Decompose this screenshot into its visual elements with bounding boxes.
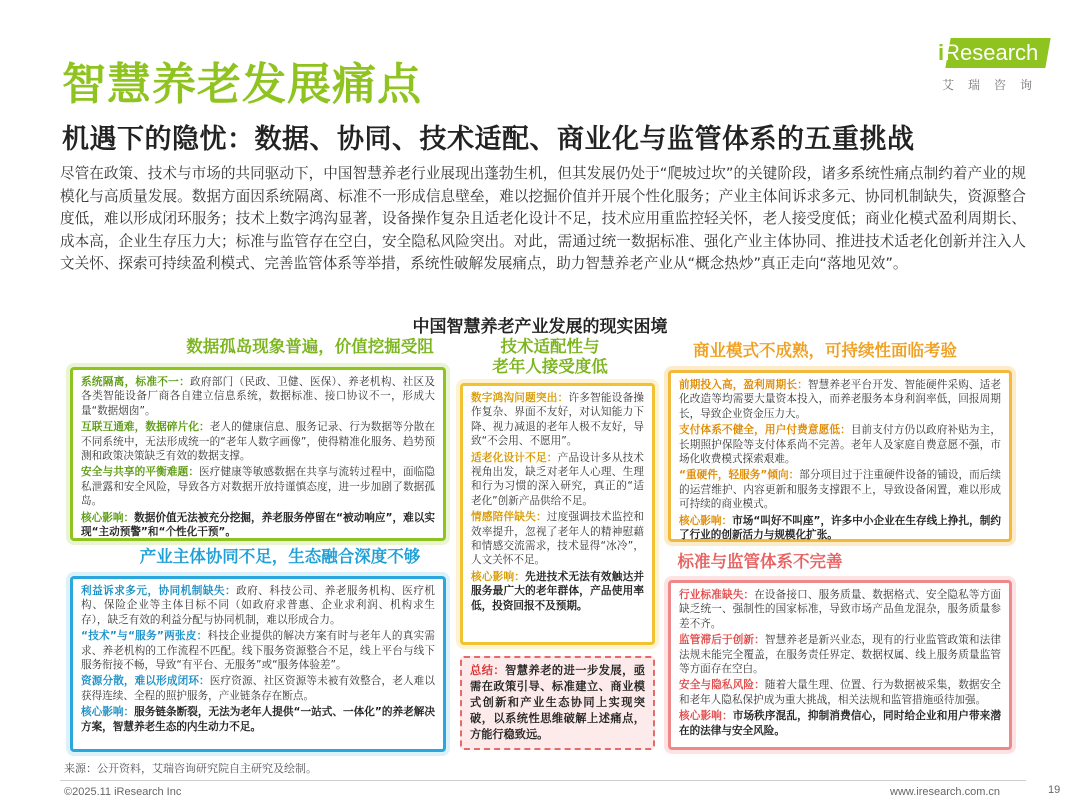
intro-paragraph: 尽管在政策、技术与市场的共同驱动下，中国智慧养老行业展现出蓬勃生机，但其发展仍处于“爬坡过坎”的关键阶段，诸多系统性痛点制约着产业的规模化与高质量发展。数据方面因系统隔离、标准不一形成信息壁垒，难以挖掘价值并开展个性化服务；产业主体间诉求多元、协同机制缺失，资源整合度低，难以形成闭环服务；技术上数字鸿沟显著，设备操作复杂且适老化设计不足，技术应用重监控轻关怀，老人接受度低；商业化模式盈利周期长、成本高，企业生存压力大；标准与监管存在空白，安全隐私风险突出。对此，需通过统一数据标准、强化产业主体协同、推进技术适老化创新并注入人文关怀、探索可持续盈利模式、完善监管体系等举措，系统性破解发展痛点，助力智慧养老产业从“概念热炒”真正走向“落地见效”。 xyxy=(60,165,1026,273)
regulation-item: 行业标准缺失：在设备接口、服务质量、数据格式、安全隐私等方面缺乏统一、强制性的国家标准，导致市场产品鱼龙混杂，服务质量参差不齐。 xyxy=(679,589,1002,630)
business-item: 支付体系不健全，用户付费意愿低：目前支付方仍以政府补贴为主，长期照护保险等支付体系尚不完善。老年人及家庭自费意愿不强，市场化收费模式探索艰难。 xyxy=(679,424,1002,466)
page-subtitle: 机遇下的隐忧：数据、协同、技术适配、商业化与监管体系的五重挑战 xyxy=(62,124,915,155)
tech-item: 适老化设计不足：产品设计多从技术视角出发，缺乏对老年人心理、生理和行为习惯的深入研究，真正的“适老化”创新产品供给不足。 xyxy=(471,451,645,507)
data-silo-item: 系统隔离，标准不一：政府部门（民政、卫健、医保）、养老机构、社区及各类智能设备厂商各自建立信息系统，数据标准、接口协议不一，形成大量“数据烟囱”。 xyxy=(81,376,436,417)
tech-title: 技术适配性与 老年人接受度低 xyxy=(492,337,608,376)
data-silo-item: 安全与共享的平衡难题：医疗健康等敏感数据在共享与流转过程中，面临隐私泄露和安全风险，导致各方对数据开放持谨慎态度，进一步加剧了数据孤岛。 xyxy=(81,466,435,508)
summary-card xyxy=(460,656,655,750)
page-title: 智慧养老发展痛点 xyxy=(62,59,422,110)
regulation-card xyxy=(668,580,1012,750)
collab-title: 产业主体协同不足，生态融合深度不够 xyxy=(139,547,421,566)
business-card xyxy=(668,370,1012,542)
business-core-impact: 核心影响：市场“叫好不叫座”，许多中小企业在生存线上挣扎，制约了行业的创新活力与规模化扩张。 xyxy=(679,514,1001,542)
regulation-item: 监管滞后于创新：智慧养老是新兴业态，现有的行业监管政策和法律法规未能完全覆盖，在服务责任界定、数据权属、线上服务质量监管等方面存在空白。 xyxy=(679,634,1001,676)
tech-card xyxy=(460,383,655,645)
logo-wordmark: iResearch xyxy=(938,40,1039,65)
tech-item: 数字鸿沟问题突出：许多智能设备操作复杂、界面不友好，对认知能力下降、视力减退的老年人极不友好，导致“不会用、不愿用”。 xyxy=(471,392,645,448)
copyright: ©2025.11 iResearch Inc xyxy=(64,786,182,798)
data-silo-card xyxy=(70,367,446,541)
business-item: “重硬件，轻服务”倾向：部分项目过于注重硬件设备的铺设，而后续的运营维护、内容更新和服务支撑跟不上，导致设备闲置，难以形成可持续的商业模式。 xyxy=(679,469,1001,511)
diagram-title: 中国智慧养老产业发展的现实困境 xyxy=(412,317,668,337)
source-note: 来源：公开资料，艾瑞咨询研究院自主研究及绘制。 xyxy=(64,762,317,775)
business-title: 商业模式不成熟，可持续性面临考验 xyxy=(693,341,957,360)
collab-card xyxy=(70,576,446,752)
collab-item: 利益诉求多元，协同机制缺失：政府、科技公司、养老服务机构、医疗机构、保险企业等主体目标不同（如政府求普惠、企业求利润、机构求生存），缺乏有效的利益分配与协同机制，难以形成合力。 xyxy=(81,585,436,626)
tech-item: 情感陪伴缺失：过度强调技术监控和效率提升，忽视了老年人的精神慰藉和情感交流需求，技术显得“冰冷”，人文关怀不足。 xyxy=(471,511,645,567)
logo-chinese-name: 艾瑞咨询 xyxy=(941,78,1046,92)
page-number: 19 xyxy=(1048,784,1061,796)
tech-core-impact: 核心影响：先进技术无法有效触达并服务最广大的老年群体，产品使用率低，投资回报不及预期。 xyxy=(471,570,645,612)
footer-divider xyxy=(60,780,1026,781)
collab-item: 资源分散，难以形成闭环：医疗资源、社区资源等未被有效整合，老人难以获得连续、全程的照护服务，产业链条存在断点。 xyxy=(81,675,436,702)
iresearch-logo xyxy=(930,38,1048,96)
collab-core-impact: 核心影响：服务链条断裂，无法为老年人提供“一站式、一体化”的养老解决方案，智慧养老生态的内生动力不足。 xyxy=(81,706,435,733)
data-silo-title: 数据孤岛现象普遍，价值挖掘受阻 xyxy=(186,337,434,356)
data-silo-item: 互联互通难，数据碎片化：老人的健康信息、服务记录、行为数据等分散在不同系统中，无法形成统一的“老年人数字画像”，使得精准化服务、趋势预测和政策决策缺乏有效的数据支撑。 xyxy=(81,421,436,463)
summary-text: 总结：智慧养老的进一步发展，亟需在政策引导、标准建立、商业模式创新和产业生态协同上实现突破，以系统性思维破解上述痛点，方能行稳致远。 xyxy=(470,664,645,741)
data-silo-core-impact: 核心影响：数据价值无法被充分挖掘，养老服务停留在“被动响应”，难以实现“主动预警”和“个性化干预”。 xyxy=(81,511,435,539)
regulation-item: 安全与隐私风险：随着大量生理、位置、行为数据被采集，数据安全和老年人隐私保护成为重大挑战，相关法规和监管措施亟待加强。 xyxy=(679,679,1001,706)
regulation-core-impact: 核心影响：市场秩序混乱，抑制消费信心，同时给企业和用户带来潜在的法律与安全风险。 xyxy=(679,710,1002,737)
business-item: 前期投入高，盈利周期长：智慧养老平台开发、智能硬件采购、适老化改造等均需要大量资本投入，而养老服务本身利润率低，回报周期长，导致企业资金压力大。 xyxy=(679,379,1001,420)
collab-item: “技术”与“服务”两张皮：科技企业提供的解决方案有时与老年人的真实需求、养老机构的工作流程不匹配。线下服务资源整合不足，线上平台与线下服务衔接不畅，导致“有平台、无服务”或“服务体验差”。 xyxy=(81,630,435,672)
regulation-title: 标准与监管体系不完善 xyxy=(677,552,843,571)
website-link[interactable]: www.iresearch.com.cn xyxy=(890,786,1001,798)
